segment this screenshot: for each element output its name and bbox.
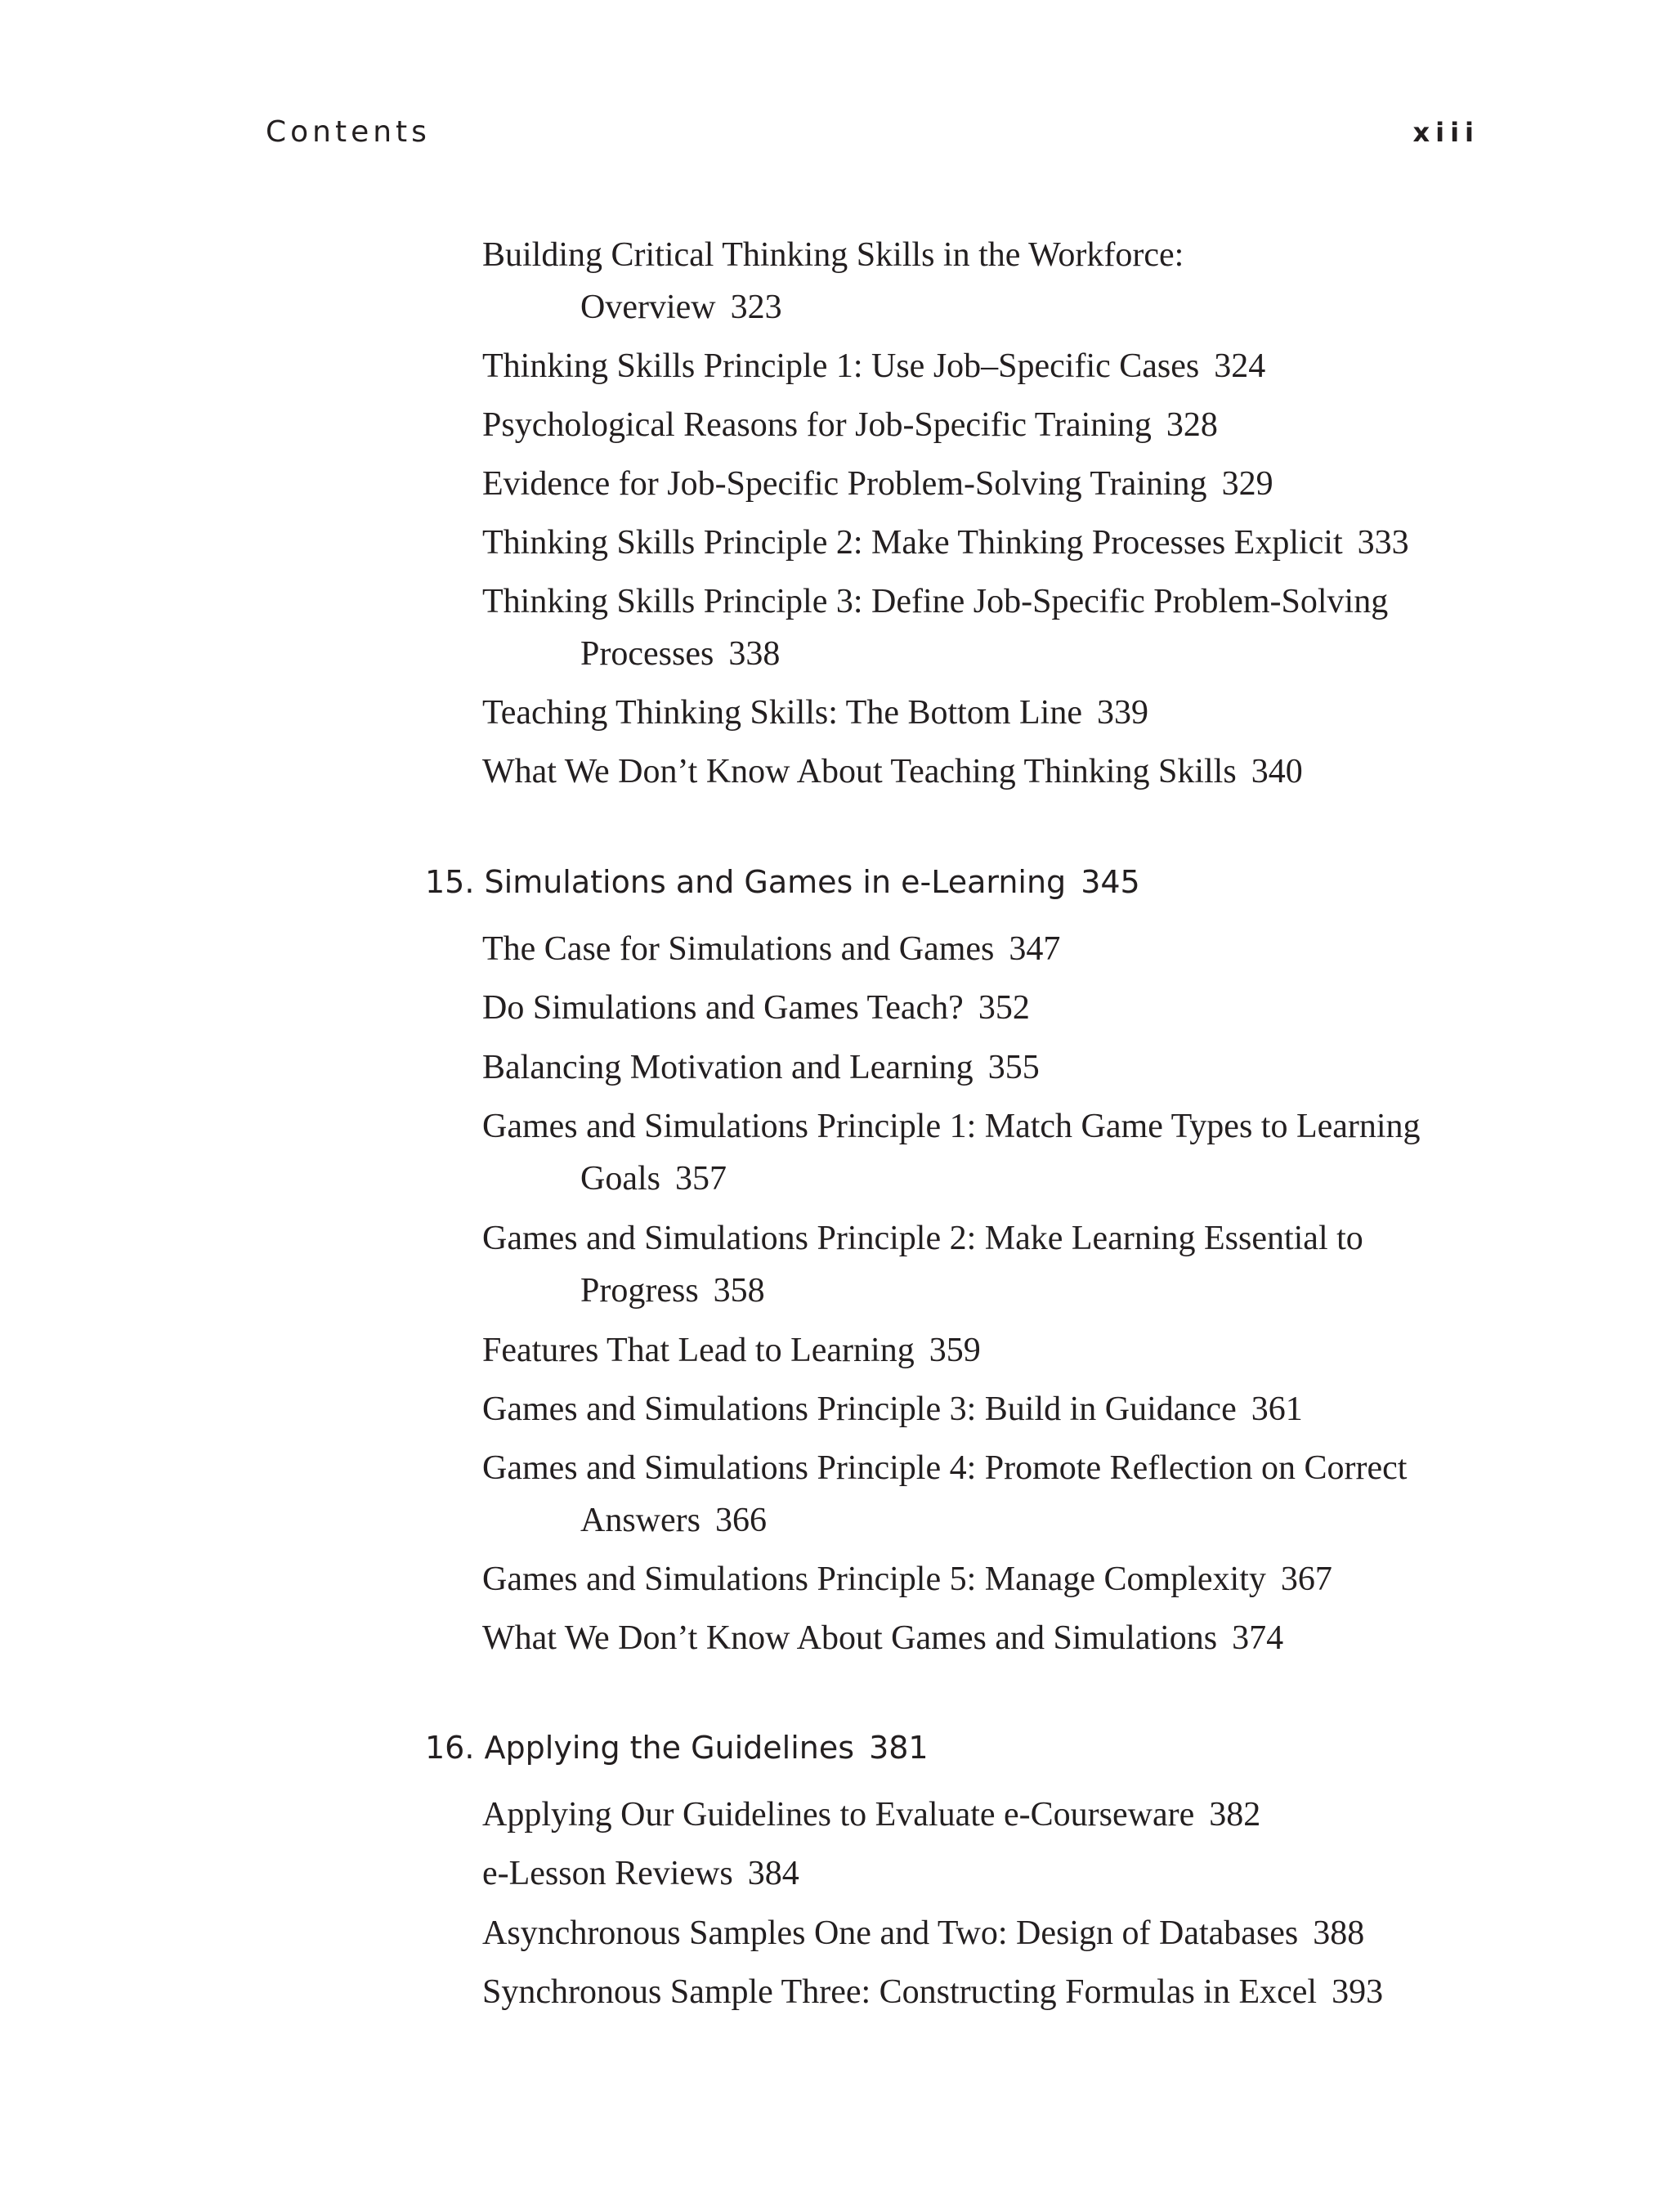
toc-entry-title: Teaching Thinking Skills: The Bottom Line [482,694,1082,732]
toc-entry [482,575,1388,680]
toc-entry [482,982,1030,1034]
toc-entry-title-continued: Answers [580,1502,700,1539]
toc-entry [482,1324,981,1377]
toc-entry [482,1847,799,1900]
toc-page-number: 329 [1221,465,1273,503]
toc-page-number: 339 [1096,694,1148,732]
toc-entry-title: Games and Simulations Principle 2: Make Learning Essential to [482,1220,1363,1257]
toc-page-number: 361 [1251,1390,1303,1428]
toc-entry-title: Building Critical Thinking Skills in the Workforce: [482,236,1184,274]
chapter-heading-16 [425,1722,929,1774]
toc-entry-title: Games and Simulations Principle 3: Build in Guidance [482,1390,1237,1428]
toc-entry-title: Thinking Skills Principle 3: Define Job-Specific Problem-Solving [482,583,1389,620]
toc-page-number: 359 [929,1332,981,1369]
toc-entry [482,1041,1040,1094]
toc-entry [482,340,1265,392]
toc-entry [482,687,1148,739]
toc-entry-title: Games and Simulations Principle 1: Match Game Types to Learning [482,1108,1421,1145]
toc-page-number: 355 [987,1049,1040,1086]
toc-entry-title: Features That Lead to Learning [482,1332,915,1369]
toc-entry [482,1383,1303,1435]
running-head: Contents [266,115,431,149]
toc-page-number: 358 [713,1272,765,1310]
chapter-page-number: 381 [869,1730,929,1766]
toc-entry-title-continued: Goals [580,1160,660,1198]
toc-entry-title: Balancing Motivation and Learning [482,1049,974,1086]
toc-entry-title-continued: Progress [580,1272,699,1310]
toc-page-number: 347 [1009,930,1061,968]
toc-entry-title: Evidence for Job-Specific Problem-Solving Training [482,465,1207,503]
toc-entry-title: Games and Simulations Principle 4: Promote Reflection on Correct [482,1449,1408,1487]
toc-entry-title: Do Simulations and Games Teach? [482,989,964,1027]
toc-entry [482,1612,1283,1664]
toc-entry [482,517,1409,569]
toc-page-number: 366 [714,1502,767,1539]
toc-page-number: 324 [1214,347,1266,385]
toc-entry-title: Thinking Skills Principle 2: Make Thinking Processes Explicit [482,524,1343,562]
chapter-number: 16. [425,1730,475,1766]
toc-entry-title: What We Don’t Know About Teaching Thinking Skills [482,753,1237,790]
toc-entry [482,1907,1364,1959]
chapter-title: Applying the Guidelines [484,1730,855,1766]
toc-page-number: 393 [1332,1973,1384,2011]
toc-entry [482,1789,1260,1841]
toc-entry [482,1212,1363,1317]
toc-entry [482,1100,1421,1205]
toc-entry [482,1553,1332,1605]
toc-entry [482,746,1303,798]
toc-page-number: 323 [730,289,782,326]
chapter-title: Simulations and Games in e-Learning [484,864,1067,900]
toc-page-number: 367 [1280,1560,1332,1598]
toc-entry-title: Synchronous Sample Three: Constructing Formulas in Excel [482,1973,1318,2011]
toc-page-number: 382 [1209,1796,1261,1834]
toc-entry-title: Asynchronous Samples One and Two: Design of Databases [482,1914,1299,1952]
toc-entry [482,399,1218,451]
toc-entry-title: Thinking Skills Principle 1: Use Job–Specific Cases [482,347,1200,385]
toc-entry [482,1442,1407,1547]
toc-entry [482,458,1273,510]
chapter-page-number: 345 [1081,864,1140,900]
toc-entry [482,1966,1383,2018]
toc-page-number: 340 [1251,753,1303,790]
toc-page-number: 388 [1313,1914,1365,1952]
toc-entry-title: What We Don’t Know About Games and Simulations [482,1619,1218,1657]
toc-page-number: 357 [675,1160,727,1198]
toc-page-number: 384 [747,1855,799,1892]
toc-entry-title: The Case for Simulations and Games [482,930,995,968]
toc-page-number: 352 [978,989,1030,1027]
chapter-number: 15. [425,864,475,900]
toc-entry-title: Psychological Reasons for Job-Specific Training [482,406,1152,444]
toc-entry-title: e-Lesson Reviews [482,1855,733,1892]
toc-entry-title: Games and Simulations Principle 5: Manage Complexity [482,1560,1266,1598]
toc-page-number: 328 [1166,406,1218,444]
toc-page-number: 338 [728,635,781,673]
toc-page-number: 374 [1232,1619,1284,1657]
toc-entry-title-continued: Overview [580,289,716,326]
toc-entry-title: Applying Our Guidelines to Evaluate e-Courseware [482,1796,1195,1834]
toc-entry [482,229,1184,334]
toc-entry-title-continued: Processes [580,635,714,673]
toc-entry [482,923,1060,975]
page-number: xiii [1412,117,1479,148]
chapter-heading-15 [425,856,1140,908]
toc-page-number: 333 [1357,524,1409,562]
